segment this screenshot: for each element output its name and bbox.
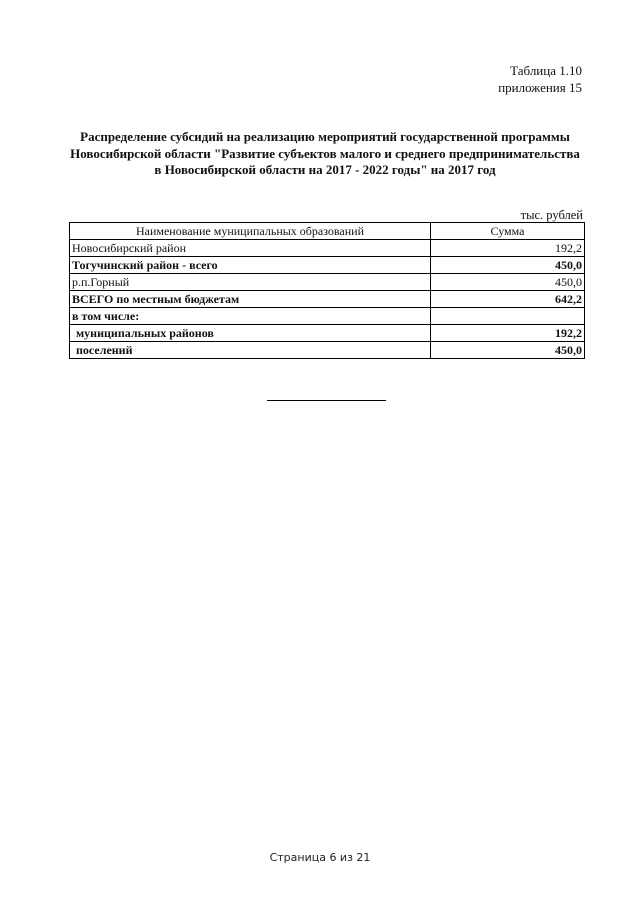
row-name: р.п.Горный bbox=[70, 274, 431, 291]
table-row bbox=[70, 274, 585, 291]
page-footer: Страница 6 из 21 bbox=[269, 851, 371, 864]
row-sum: 192,2 bbox=[431, 240, 585, 257]
title-line-1: Распределение субсидий на реализацию мероприятий государственной программы bbox=[80, 129, 570, 144]
separator-line bbox=[267, 400, 386, 401]
row-sum: 450,0 bbox=[431, 342, 585, 359]
table-header-row bbox=[70, 223, 585, 240]
row-sum: 192,2 bbox=[431, 325, 585, 342]
table-number: Таблица 1.10 bbox=[510, 63, 582, 78]
row-name: Тогучинский район - всего bbox=[70, 257, 431, 274]
row-name: Новосибирский район bbox=[70, 240, 431, 257]
table-reference bbox=[498, 62, 582, 96]
table-row bbox=[70, 240, 585, 257]
appendix-number: приложения 15 bbox=[498, 80, 582, 95]
row-sum: 642,2 bbox=[431, 291, 585, 308]
table-row bbox=[70, 291, 585, 308]
title-line-3: в Новосибирской области на 2017 - 2022 годы" на 2017 год bbox=[154, 162, 496, 177]
table-row bbox=[70, 325, 585, 342]
subsidies-table bbox=[69, 222, 585, 359]
row-name: поселений bbox=[70, 342, 431, 359]
row-sum: 450,0 bbox=[431, 257, 585, 274]
row-sum: 450,0 bbox=[431, 274, 585, 291]
document-title bbox=[60, 129, 590, 179]
table-row bbox=[70, 257, 585, 274]
row-name: в том числе: bbox=[70, 308, 431, 325]
row-name: муниципальных районов bbox=[70, 325, 431, 342]
table-row bbox=[70, 342, 585, 359]
header-name: Наименование муниципальных образований bbox=[70, 223, 431, 240]
row-name: ВСЕГО по местным бюджетам bbox=[70, 291, 431, 308]
table-row bbox=[70, 308, 585, 325]
row-sum bbox=[431, 308, 585, 325]
header-sum: Сумма bbox=[431, 223, 585, 240]
units-label: тыс. рублей bbox=[520, 208, 583, 222]
title-line-2: Новосибирской области "Развитие субъектов малого и среднего предпринимательства bbox=[70, 145, 580, 161]
